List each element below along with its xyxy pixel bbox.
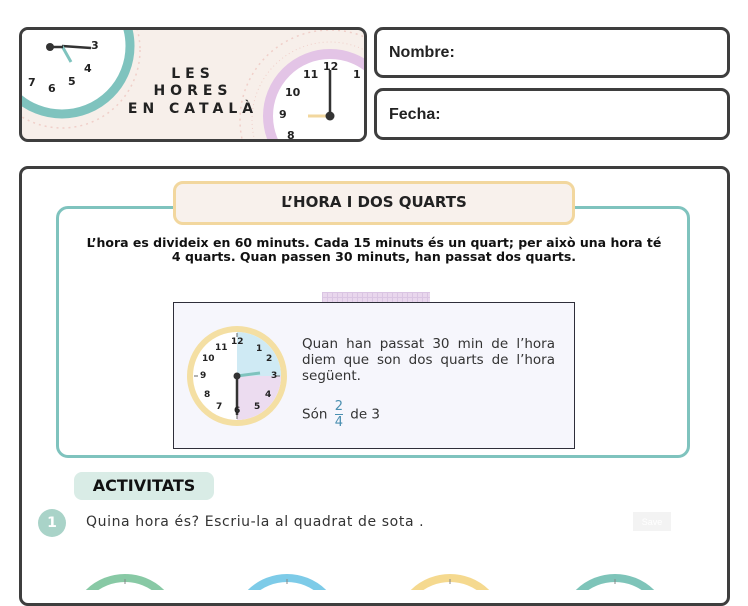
clock-number-6: 6 (234, 406, 241, 416)
clock-number-8: 8 (204, 390, 211, 400)
clock-number-10: 10 (202, 354, 215, 364)
right-clock-number: 11 (303, 68, 319, 81)
clock-number-12: 12 (231, 337, 244, 347)
right-clock-number: 12 (323, 60, 339, 73)
answer-line (302, 400, 502, 429)
date-label: Fecha: (389, 106, 441, 123)
clock-number-9: 9 (200, 371, 207, 381)
right-clock-number: 9 (279, 108, 287, 121)
clock-number-5: 5 (254, 402, 261, 412)
clock-number-2: 2 (266, 354, 273, 364)
right-clock-number: 10 (285, 86, 301, 99)
question-number-badge: 1 (38, 509, 66, 537)
left-clock-number: 5 (68, 75, 76, 88)
left-clock-number: 6 (48, 82, 56, 95)
right-clock-number: 8 (287, 129, 295, 142)
header-title-line: EN CATALÀ (127, 101, 259, 117)
activities-heading: ACTIVITATS (74, 472, 214, 500)
clock-number-4: 4 (265, 390, 272, 400)
clock-number-11: 11 (215, 343, 228, 353)
right-clock-face (268, 54, 364, 139)
name-field-box[interactable] (374, 27, 730, 78)
clock-number-1: 1 (256, 344, 263, 354)
answer-prefix: Són (302, 406, 328, 423)
clock-number-7: 7 (216, 402, 223, 412)
save-button[interactable]: Save (633, 512, 671, 531)
note-explanation-text: Quan han passat 30 min de l’hora diem que son dos quarts de l’hora següent. (302, 336, 555, 384)
clock-number-3: 3 (271, 371, 278, 381)
lesson-intro: L’hora es divideix en 60 minuts. Cada 15 minuts és un quart; per això una hora té 4 quarts. Quan passen 30 minuts, han passat dos quarts. (86, 235, 662, 264)
header-title-line: HORES (153, 83, 233, 99)
question-text: Quina hora és? Escriu-la al quadrat de sota . (86, 514, 425, 530)
header-title-card (19, 27, 367, 142)
name-label: Nombre: (389, 44, 455, 61)
left-clock-number: 3 (91, 39, 99, 52)
left-clock-number: 7 (28, 76, 36, 89)
answer-suffix: de 3 (350, 406, 381, 423)
lesson-title: L’HORA I DOS QUARTS (173, 181, 575, 225)
date-field-box[interactable] (374, 88, 730, 140)
header-title-line: LES (171, 66, 215, 82)
fraction-numerator: 2 (334, 399, 343, 414)
left-clock-number: 4 (84, 62, 92, 75)
right-clock-number: 1 (353, 68, 361, 81)
activity-clocks-row (0, 570, 748, 590)
fraction (335, 400, 343, 429)
fraction-denominator: 4 (334, 415, 343, 430)
